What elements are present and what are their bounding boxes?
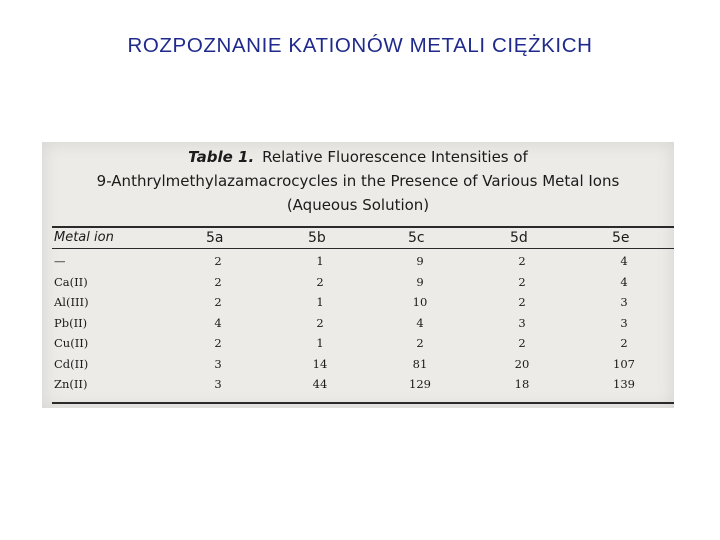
- column-header-metal-ion: Metal ion: [54, 230, 114, 245]
- table-caption-line-3: (Aqueous Solution): [286, 196, 430, 214]
- table-cell: 10: [412, 295, 428, 309]
- scanned-table-image: [42, 142, 674, 408]
- table-cell: 4: [620, 254, 628, 268]
- row-metal-label: Pb(II): [54, 315, 88, 330]
- row-metal-label: —: [54, 254, 66, 268]
- table-cell: 2: [214, 254, 222, 268]
- table-caption-text: Relative Fluorescence Intensities of: [262, 148, 528, 166]
- table-cell: 3: [518, 315, 526, 330]
- table-cell: 2: [518, 254, 526, 268]
- table-cell: 2: [518, 274, 526, 289]
- table-cell: 1: [316, 254, 324, 268]
- table-cell: 2: [316, 274, 324, 289]
- table-cell: 14: [312, 356, 328, 371]
- table-cell: 2: [214, 295, 222, 309]
- table-cell: 2: [518, 295, 526, 309]
- row-metal-label: Zn(II): [54, 377, 88, 391]
- table-cell: 9: [416, 274, 424, 289]
- row-metal-label: Ca(II): [54, 274, 88, 289]
- table-cell: 2: [214, 336, 222, 350]
- table-cell: 2: [214, 274, 222, 289]
- column-header-5b: 5b: [308, 230, 326, 246]
- row-metal-label: Cd(II): [54, 356, 89, 371]
- table-cell: 9: [416, 254, 424, 268]
- table-top-rule: [52, 226, 674, 228]
- table-cell: 3: [214, 377, 222, 391]
- table-caption-line-2: 9-Anthrylmethylazamacrocycles in the Presence of Various Metal Ions: [96, 172, 620, 190]
- row-metal-label: Cu(II): [54, 336, 89, 350]
- table-cell: 2: [620, 336, 628, 350]
- table-cell: 129: [409, 377, 431, 391]
- table-cell: 4: [620, 274, 628, 289]
- table-cell: 3: [214, 356, 222, 371]
- table-cell: 4: [214, 315, 222, 330]
- table-cell: 139: [613, 377, 635, 391]
- table-cell: 44: [312, 377, 328, 391]
- table-cell: 3: [620, 315, 628, 330]
- table-cell: 2: [416, 336, 424, 350]
- column-header-5c: 5c: [408, 230, 425, 246]
- table-cell: 107: [613, 356, 635, 371]
- column-header-5d: 5d: [510, 230, 528, 246]
- table-caption-line-1: [42, 148, 674, 166]
- table-cell: 3: [620, 295, 628, 309]
- table-bottom-rule: [52, 402, 674, 404]
- table-caption-lead: Table 1.: [188, 148, 255, 166]
- table-cell: 2: [316, 315, 324, 330]
- table-cell: 1: [316, 295, 324, 309]
- column-header-5e: 5e: [612, 230, 630, 246]
- table-cell: 4: [416, 315, 424, 330]
- table-cell: 1: [316, 336, 324, 350]
- column-header-5a: 5a: [206, 230, 224, 246]
- table-cell: 18: [514, 377, 530, 391]
- table-header-rule: [52, 248, 674, 249]
- row-metal-label: Al(III): [54, 295, 89, 309]
- table-cell: 81: [412, 356, 428, 371]
- table-cell: 20: [514, 356, 530, 371]
- slide-title: ROZPOZNANIE KATIONÓW METALI CIĘŻKICH: [127, 34, 593, 57]
- table-cell: 2: [518, 336, 526, 350]
